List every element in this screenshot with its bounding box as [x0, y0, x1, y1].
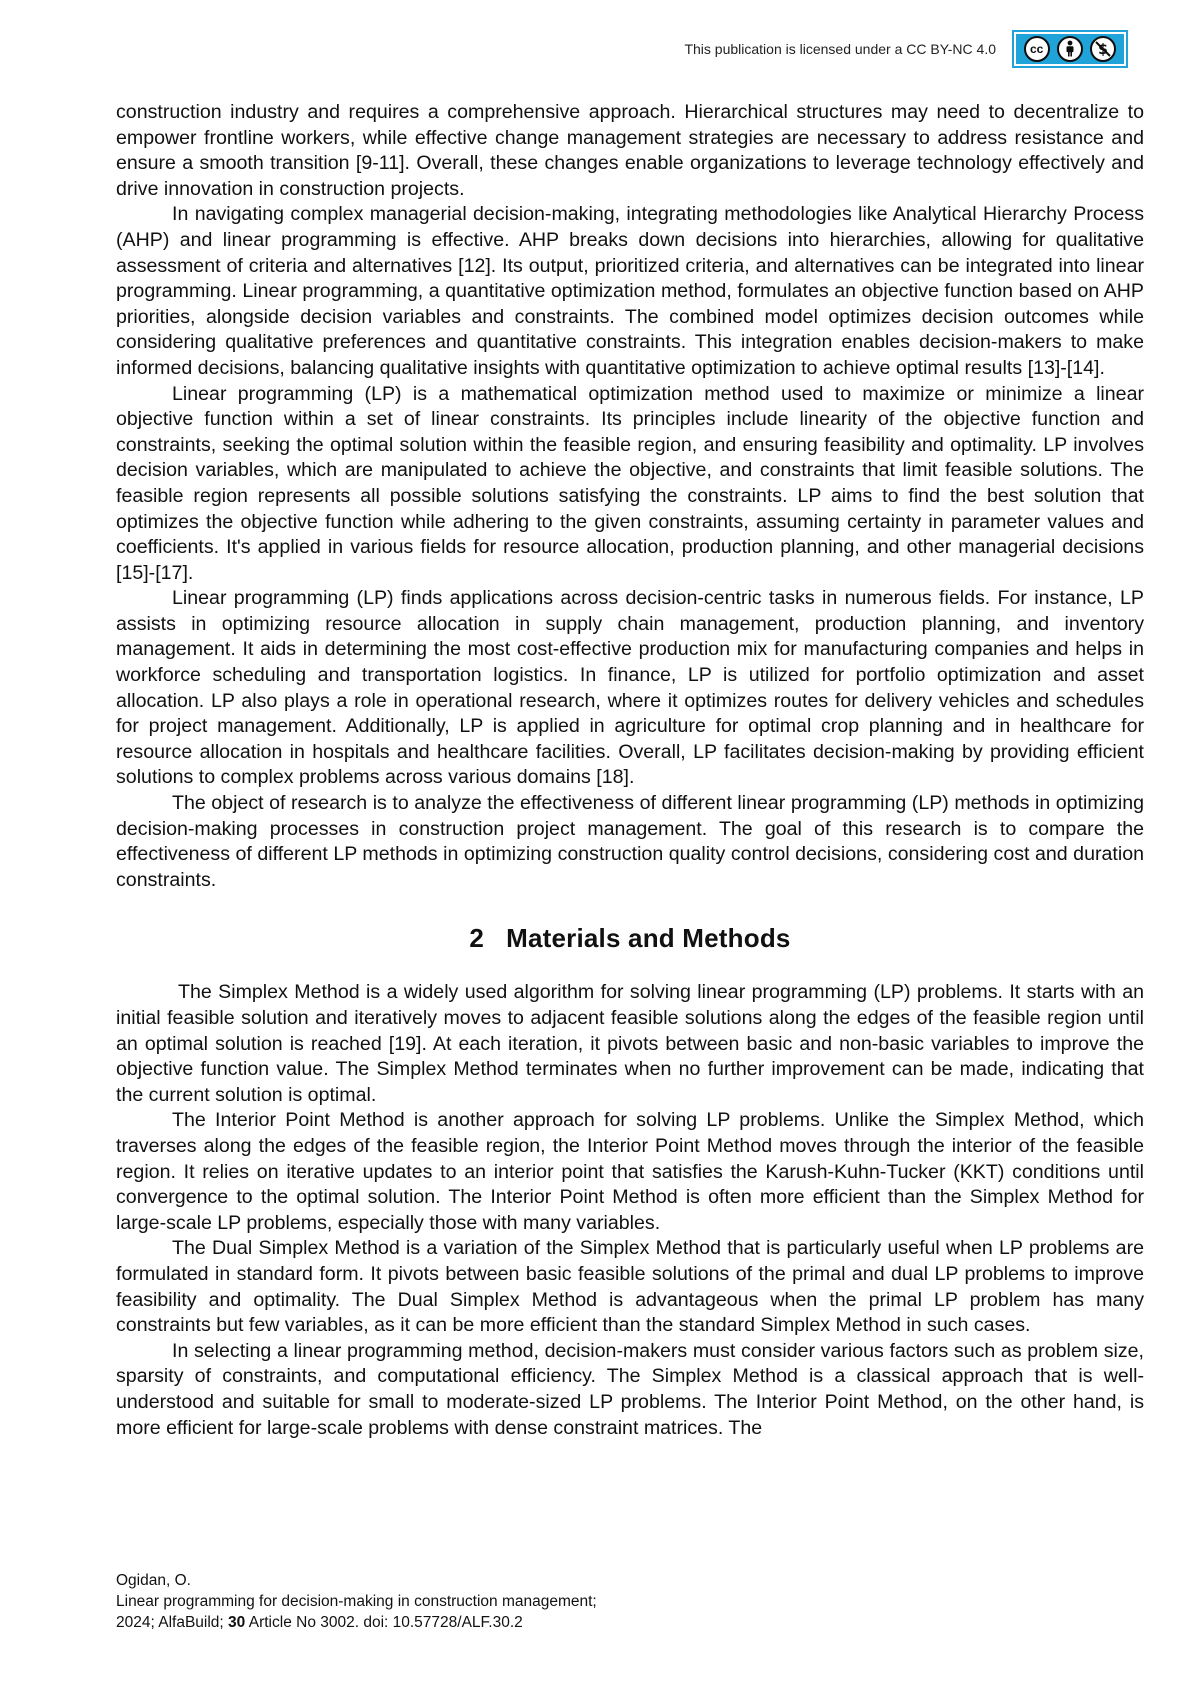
- person-icon: [1057, 36, 1083, 62]
- paragraph: The Simplex Method is a widely used algorithm for solving linear programming (LP) problems. It starts with an initial feasible solution and iteratively moves to adjacent feasible solutions along the edges of the feasible region until an optimal solution is reached [19]. At each iteration, it pivots between basic and non-basic variables to improve the objective function value. The Simplex Method terminates when no further improvement can be made, indicating that the current solution is optimal.: [116, 980, 1144, 1108]
- paragraph: The Interior Point Method is another approach for solving LP problems. Unlike the Simplex Method, which traverses along the edges of the feasible region, the Interior Point Method moves through the interior of the feasible region. It relies on iterative updates to an interior point that satisfies the Karush-Kuhn-Tucker (KKT) conditions until convergence to the optimal solution. The Interior Point Method is often more efficient than the Simplex Method for large-scale LP problems, especially those with many variables.: [116, 1108, 1144, 1236]
- paragraph: Linear programming (LP) finds applications across decision-centric tasks in numerous fields. For instance, LP assists in optimizing resource allocation in supply chain management, production planning, and inventory management. It aids in determining the most cost-effective production mix for manufacturing companies and helps in workforce scheduling and transportation logistics. In finance, LP is utilized for portfolio optimization and asset allocation. LP also plays a role in operational research, where it optimizes routes for delivery vehicles and schedules for project management. Additionally, LP is applied in agriculture for optimal crop planning and in healthcare for resource allocation in hospitals and healthcare facilities. Overall, LP facilitates decision-making by providing efficient solutions to complex problems across various domains [18].: [116, 586, 1144, 791]
- paragraph: The object of research is to analyze the effectiveness of different linear programming (LP) methods in optimizing decision-making processes in construction project management. The goal of this research is to compare the effectiveness of different LP methods in optimizing construction quality control decisions, considering cost and duration constraints.: [116, 791, 1144, 893]
- footer-title: Linear programming for decision-making in construction management;: [116, 1591, 597, 1612]
- footer-volume: 30: [228, 1614, 245, 1631]
- cc-icon: cc: [1024, 36, 1050, 62]
- no-dollar-icon: [1090, 36, 1116, 62]
- paragraph: In selecting a linear programming method, decision-makers must consider various factors such as problem size, sparsity of constraints, and computational efficiency. The Simplex Method is a classical approach that is well-understood and suitable for small to moderate-sized LP problems. The Interior Point Method, on the other hand, is more efficient for large-scale problems with dense constraint matrices. The: [116, 1339, 1144, 1441]
- footer-author: Ogidan, O.: [116, 1570, 597, 1591]
- paragraph: The Dual Simplex Method is a variation of the Simplex Method that is particularly useful when LP problems are formulated in standard form. It pivots between basic feasible solutions of the primal and dual LP problems to improve feasibility and optimality. The Dual Simplex Method is advantageous when the primal LP problem has many constraints but few variables, as it can be more efficient than the standard Simplex Method in such cases.: [116, 1236, 1144, 1338]
- license-text: This publication is licensed under a CC BY-NC 4.0: [684, 41, 996, 57]
- cc-by-nc-badge[interactable]: [1014, 32, 1126, 66]
- article-body: [116, 100, 1144, 1441]
- paragraph: Linear programming (LP) is a mathematical optimization method used to maximize or minimize a linear objective function within a set of linear constraints. Its principles include linearity of the objective function and constraints, seeking the optimal solution within the feasible region, and ensuring feasibility and optimality. LP involves decision variables, which are manipulated to achieve the objective, and constraints that limit feasible solutions. The feasible region represents all possible solutions satisfying the constraints. LP aims to find the best solution that optimizes the objective function while adhering to the given constraints, assuming certainty in parameter values and coefficients. It's applied in various fields for resource allocation, production planning, and other managerial decisions [15]-[17].: [116, 382, 1144, 587]
- page-footer: [116, 1570, 597, 1633]
- license-header: [684, 32, 1126, 66]
- paragraph: In navigating complex managerial decision-making, integrating methodologies like Analytical Hierarchy Process (AHP) and linear programming is effective. AHP breaks down decisions into hierarchies, allowing for qualitative assessment of criteria and alternatives [12]. Its output, prioritized criteria, and alternatives can be integrated into linear programming. Linear programming, a quantitative optimization method, formulates an objective function based on AHP priorities, alongside decision variables and constraints. The combined model optimizes decision outcomes while considering qualitative preferences and quantitative constraints. This integration enables decision-makers to make informed decisions, balancing qualitative insights with quantitative optimization to achieve optimal results [13]-[14].: [116, 202, 1144, 381]
- section-number: 2: [469, 923, 484, 953]
- section-title: Materials and Methods: [506, 923, 790, 953]
- footer-citation: 2024; AlfaBuild; 30 Article No 3002. doi: 10.57728/ALF.30.2: [116, 1612, 597, 1633]
- paragraph: construction industry and requires a comprehensive approach. Hierarchical structures may need to decentralize to empower frontline workers, while effective change management strategies are necessary to address resistance and ensure a smooth transition [9-11]. Overall, these changes enable organizations to leverage technology effectively and drive innovation in construction projects.: [116, 100, 1144, 202]
- section-heading: [116, 923, 1144, 954]
